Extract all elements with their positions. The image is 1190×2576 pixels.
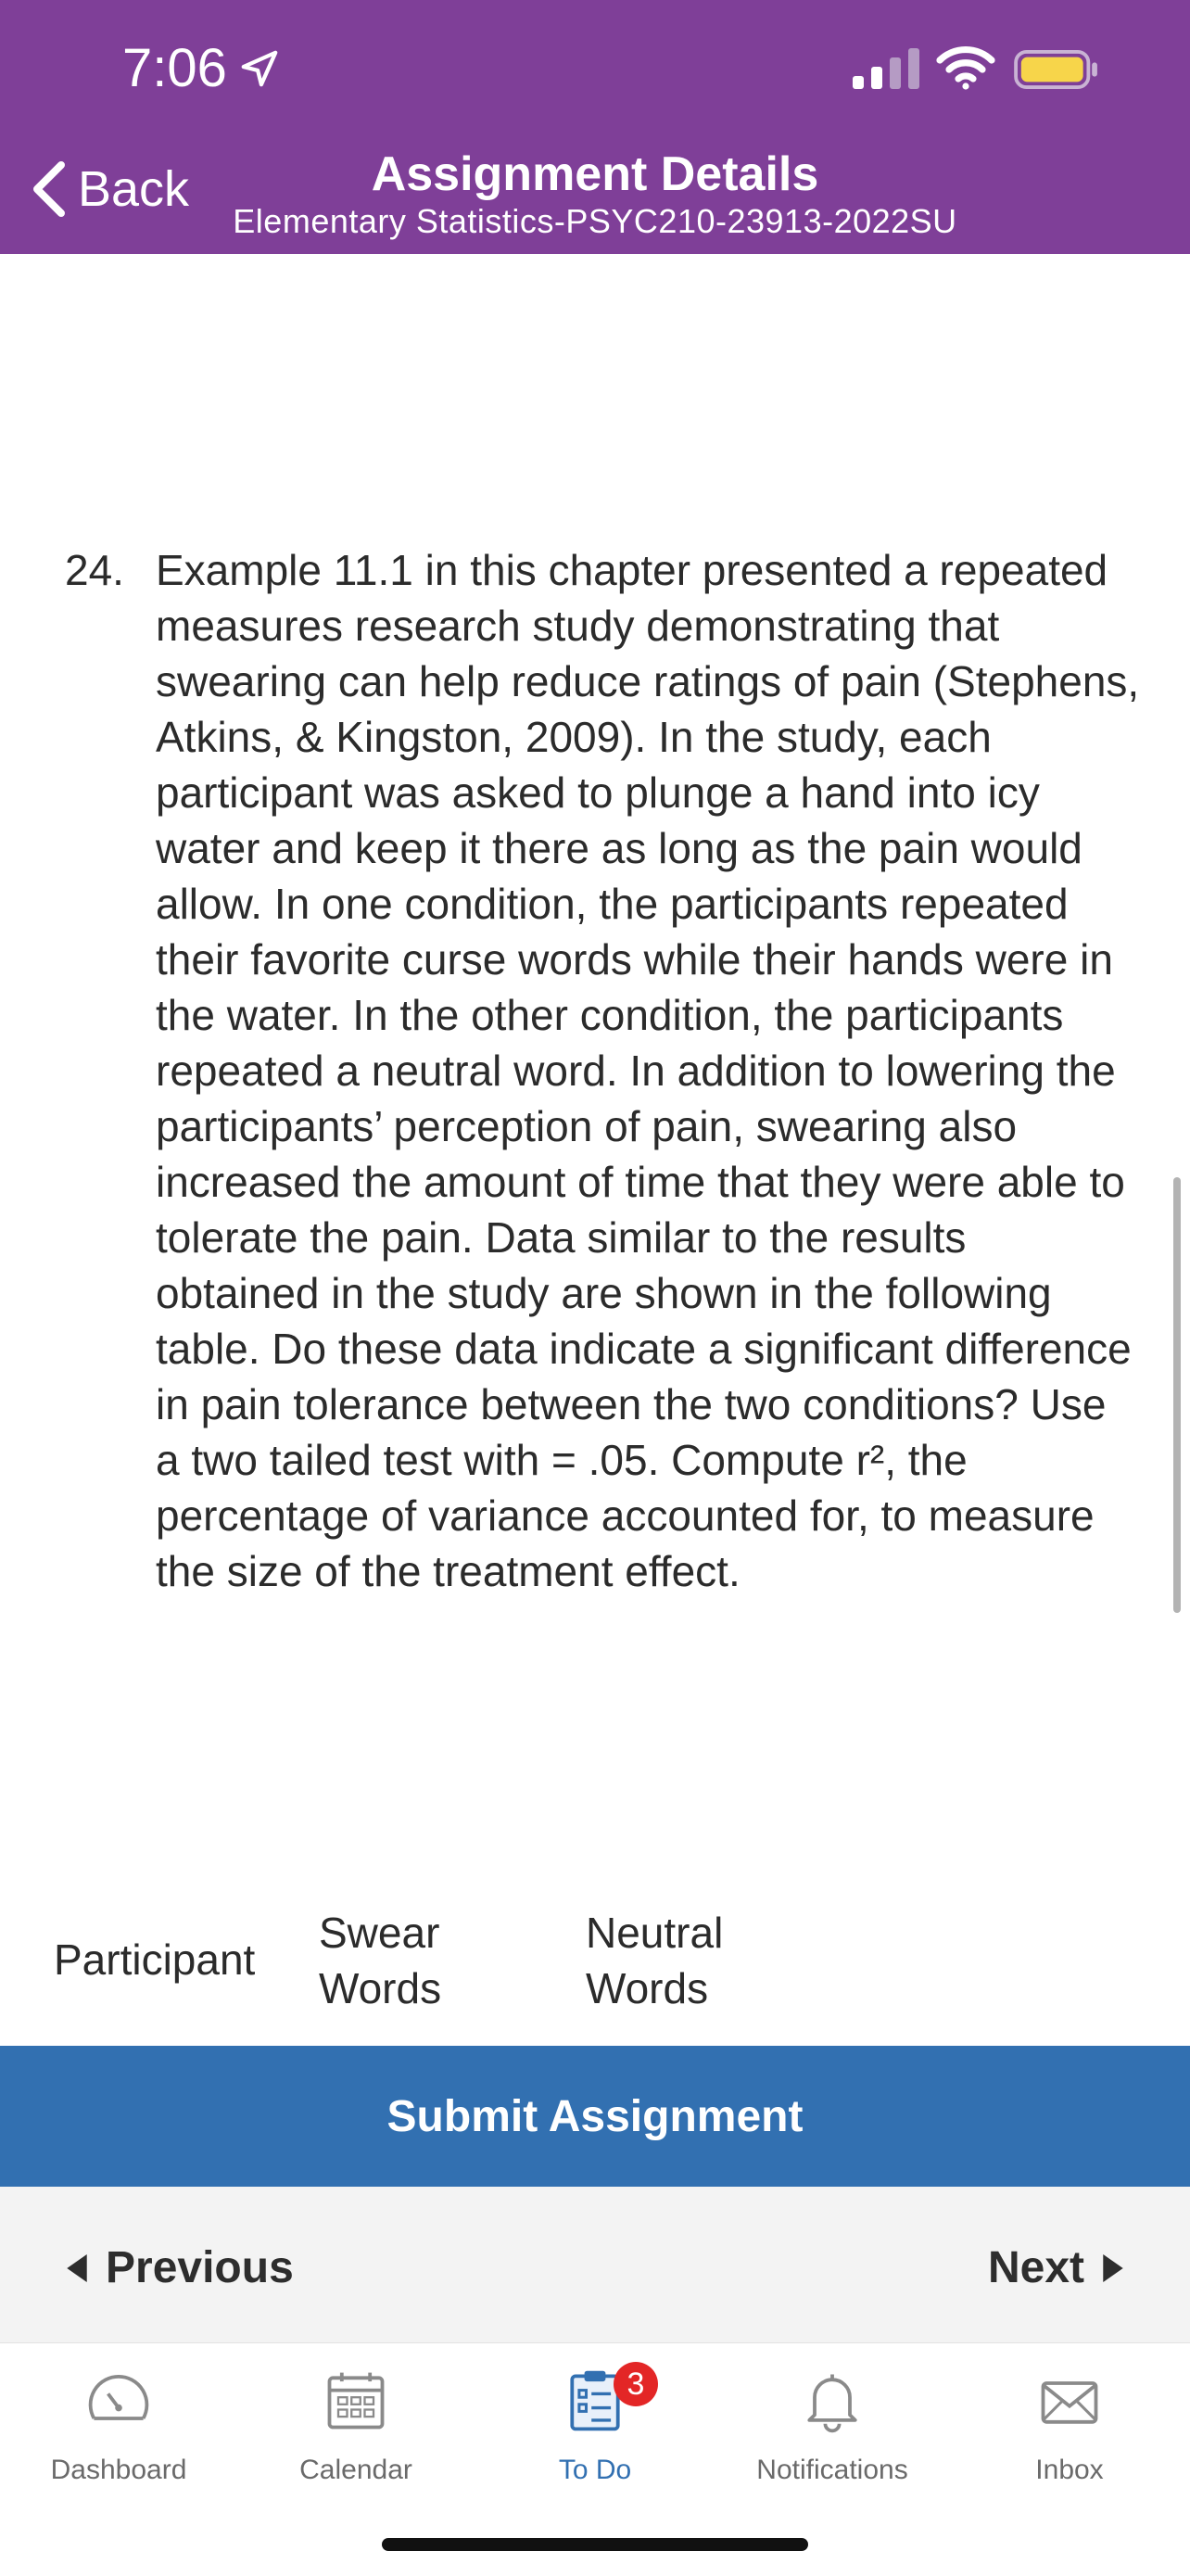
tab-notifications[interactable] (714, 2366, 951, 2486)
cellular-signal-icon (853, 48, 919, 89)
tab-todo[interactable] (476, 2366, 714, 2486)
bell-icon (797, 2366, 867, 2436)
tab-label-inbox: Inbox (1035, 2455, 1104, 2485)
next-button[interactable] (988, 2242, 1123, 2293)
triangle-right-icon (1103, 2254, 1123, 2282)
question-number: 24. (65, 546, 124, 594)
home-indicator[interactable] (382, 2538, 808, 2551)
next-label: Next (987, 2243, 1084, 2292)
question-text: Example 11.1 in this chapter presented a repeated measures research study demonstrating that swearing can help reduce ratings of pain (Stephens, Atkins, & Kingston, 2009). In the study, each participant was asked to plunge a hand into icy water and keep it there as long as the pain would allow. In one condition, the participants repeated their favorite curse words while their hands were in the water. In the other condition, the participants repeated a neutral word. In addition to lowering the participants’ perception of pain, swearing also increased the amount of time that they were able to tolerate the pain. Data similar to the results obtained in the study are shown in the following table. Do these data indicate a significant difference in pain tolerance between the two conditions? Use a two tailed test with = .05. Compute r², the percentage of variance accounted for, to measure the size of the treatment effect. (156, 546, 1140, 1595)
tab-label-todo: To Do (558, 2455, 632, 2485)
battery-icon (1012, 50, 1101, 89)
column-header-swear-words: Swear Words (319, 1909, 442, 2012)
course-subtitle: Elementary Statistics-PSYC210-23913-2022SU (233, 202, 957, 240)
question-block (65, 542, 1140, 1599)
page-title: Assignment Details (371, 147, 819, 201)
tab-label-calendar: Calendar (299, 2455, 412, 2485)
tab-calendar[interactable] (237, 2366, 475, 2486)
envelope-icon (1034, 2366, 1105, 2436)
tab-inbox[interactable] (951, 2366, 1188, 2486)
tab-label-dashboard: Dashboard (50, 2455, 187, 2485)
tab-dashboard[interactable] (0, 2366, 237, 2486)
app-header (0, 0, 1190, 254)
calendar-icon (321, 2366, 391, 2436)
wifi-icon (936, 44, 995, 91)
location-arrow-icon (238, 47, 281, 90)
triangle-left-icon (67, 2254, 87, 2282)
back-label: Back (78, 161, 190, 217)
dashboard-gauge-icon (83, 2366, 154, 2436)
previous-button[interactable] (67, 2242, 294, 2293)
pager-bar (0, 2187, 1190, 2342)
todo-count-badge: 3 (614, 2362, 658, 2406)
previous-label: Previous (106, 2243, 294, 2292)
submit-assignment-button[interactable]: Submit Assignment (0, 2046, 1190, 2187)
status-time (122, 37, 281, 99)
tab-label-notifications: Notifications (756, 2455, 908, 2485)
column-header-neutral-words: Neutral Words (586, 1909, 724, 2012)
status-time-text: 7:06 (122, 38, 227, 98)
content-scrollbar[interactable] (1173, 1177, 1181, 1613)
column-header-participant: Participant (54, 1935, 256, 1984)
